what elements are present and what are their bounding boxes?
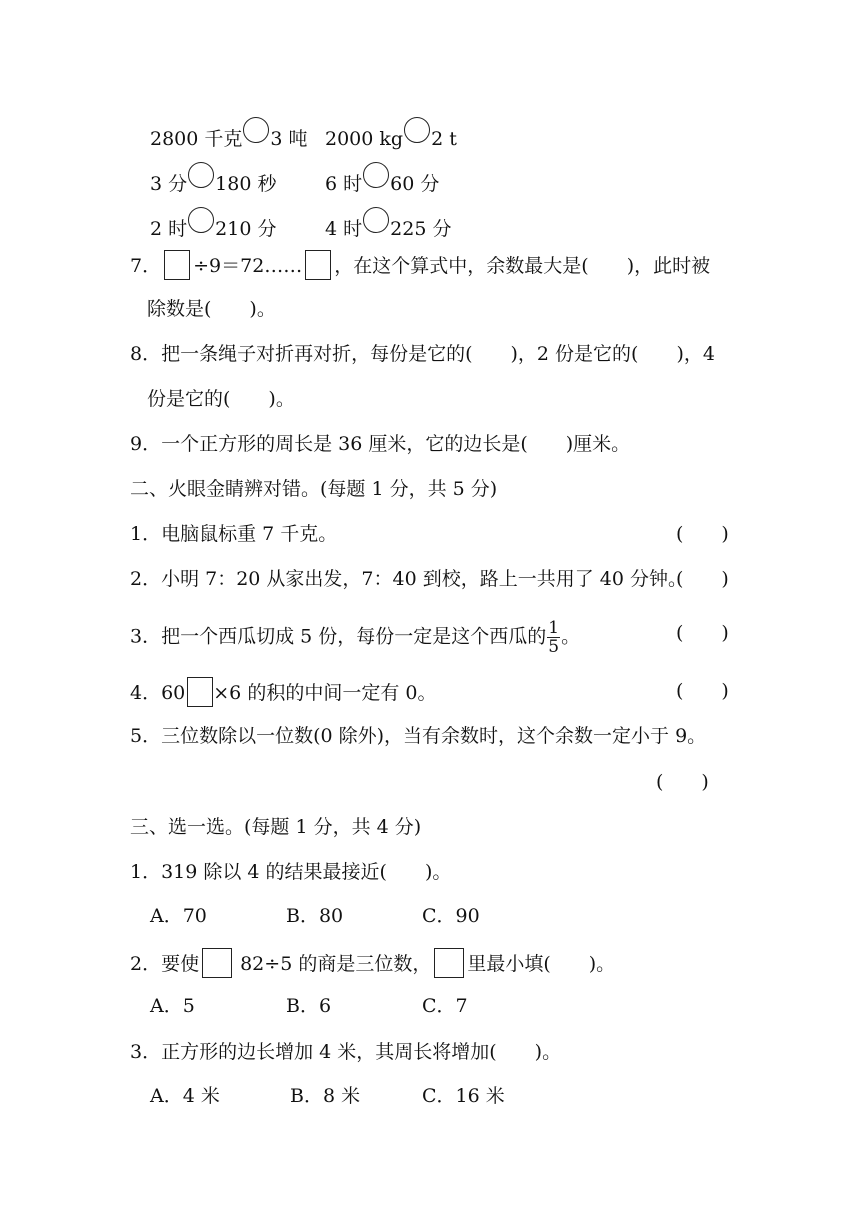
- text: 2800 千克: [150, 128, 243, 150]
- option-a[interactable]: A．5: [150, 995, 195, 1017]
- compare-circle[interactable]: [363, 162, 389, 188]
- answer-box[interactable]: [164, 250, 190, 280]
- text: 3．把一个西瓜切成 5 份，每份一定是这个西瓜的: [130, 625, 547, 648]
- fraction-denominator: 5: [548, 637, 560, 657]
- option-b[interactable]: B．8 米: [290, 1085, 361, 1107]
- compare-circle[interactable]: [363, 207, 389, 233]
- judge-question-4: [130, 677, 436, 707]
- text: 2 时: [150, 218, 188, 240]
- choice-question-2: [130, 948, 615, 978]
- compare-row-1b: [325, 117, 457, 153]
- text: 里最小填( )。: [467, 953, 616, 975]
- answer-box[interactable]: [187, 677, 213, 707]
- answer-paren[interactable]: ( ): [676, 622, 729, 644]
- question-9: 9．一个正方形的周长是 36 厘米，它的边长是( )厘米。: [130, 433, 631, 455]
- compare-row-3b: [325, 207, 451, 243]
- fraction-numerator: 1: [548, 618, 560, 638]
- fraction: [547, 619, 560, 656]
- compare-row-2a: [150, 162, 276, 198]
- text: 3 吨: [270, 128, 308, 150]
- judge-question-5: 5．三位数除以一位数(0 除外)，当有余数时，这个余数一定小于 9。: [130, 725, 707, 747]
- option-c[interactable]: C．90: [422, 905, 480, 927]
- text: 2000 kg: [325, 128, 404, 150]
- option-b[interactable]: B．80: [286, 905, 344, 927]
- choice-question-3: 3．正方形的边长增加 4 米，其周长将增加( )。: [130, 1041, 562, 1063]
- judge-question-1: 1．电脑鼠标重 7 千克。: [130, 523, 338, 545]
- question-7-line2: 除数是( )。: [147, 298, 276, 320]
- text: ×6 的积的中间一定有 0。: [213, 682, 437, 704]
- text: 4 时: [325, 218, 363, 240]
- compare-circle[interactable]: [243, 117, 269, 143]
- text: 3 分: [150, 173, 188, 195]
- answer-box[interactable]: [434, 948, 464, 978]
- section-3-title: 三、选一选。(每题 1 分，共 4 分): [130, 816, 422, 838]
- question-8: 8．把一条绳子对折再对折，每份是它的( )，2 份是它的( )，4: [130, 343, 715, 365]
- answer-paren[interactable]: ( ): [676, 680, 729, 702]
- text: 210 分: [215, 218, 277, 240]
- option-a[interactable]: A．4 米: [150, 1085, 220, 1107]
- text: 4．60: [130, 682, 186, 704]
- judge-question-2: 2．小明 7：20 从家出发，7：40 到校，路上一共用了 40 分钟。: [130, 568, 687, 590]
- judge-question-3: [130, 619, 580, 656]
- question-7: [130, 250, 710, 280]
- compare-row-2b: [325, 162, 439, 198]
- text: 2．要使: [130, 953, 200, 975]
- option-b[interactable]: B．6: [286, 995, 332, 1017]
- text: 82÷5 的商是三位数，: [240, 953, 432, 975]
- text: 6 时: [325, 173, 363, 195]
- answer-paren[interactable]: ( ): [656, 771, 709, 793]
- answer-box[interactable]: [305, 250, 331, 280]
- compare-row-3a: [150, 207, 276, 243]
- compare-circle[interactable]: [188, 207, 214, 233]
- option-c[interactable]: C．16 米: [422, 1085, 505, 1107]
- text: 225 分: [390, 218, 452, 240]
- choice-question-1: 1．319 除以 4 的结果最接近( )。: [130, 861, 452, 883]
- option-c[interactable]: C．7: [422, 995, 468, 1017]
- text: ÷9＝72……: [193, 255, 303, 277]
- option-a[interactable]: A．70: [150, 905, 207, 927]
- compare-row-1a: [150, 117, 308, 153]
- answer-paren[interactable]: ( ): [676, 523, 729, 545]
- answer-paren[interactable]: ( ): [676, 568, 729, 590]
- text: 60 分: [390, 173, 440, 195]
- text: 2 t: [431, 128, 457, 150]
- text: 。: [561, 625, 581, 648]
- section-2-title: 二、火眼金睛辨对错。(每题 1 分，共 5 分): [130, 478, 498, 500]
- text: ，在这个算式中，余数最大是( )，此时被: [334, 255, 711, 277]
- compare-circle[interactable]: [404, 117, 430, 143]
- answer-box[interactable]: [202, 948, 232, 978]
- question-number: 7．: [130, 255, 162, 277]
- text: 180 秒: [215, 173, 277, 195]
- question-8-line2: 份是它的( )。: [147, 388, 295, 410]
- compare-circle[interactable]: [188, 162, 214, 188]
